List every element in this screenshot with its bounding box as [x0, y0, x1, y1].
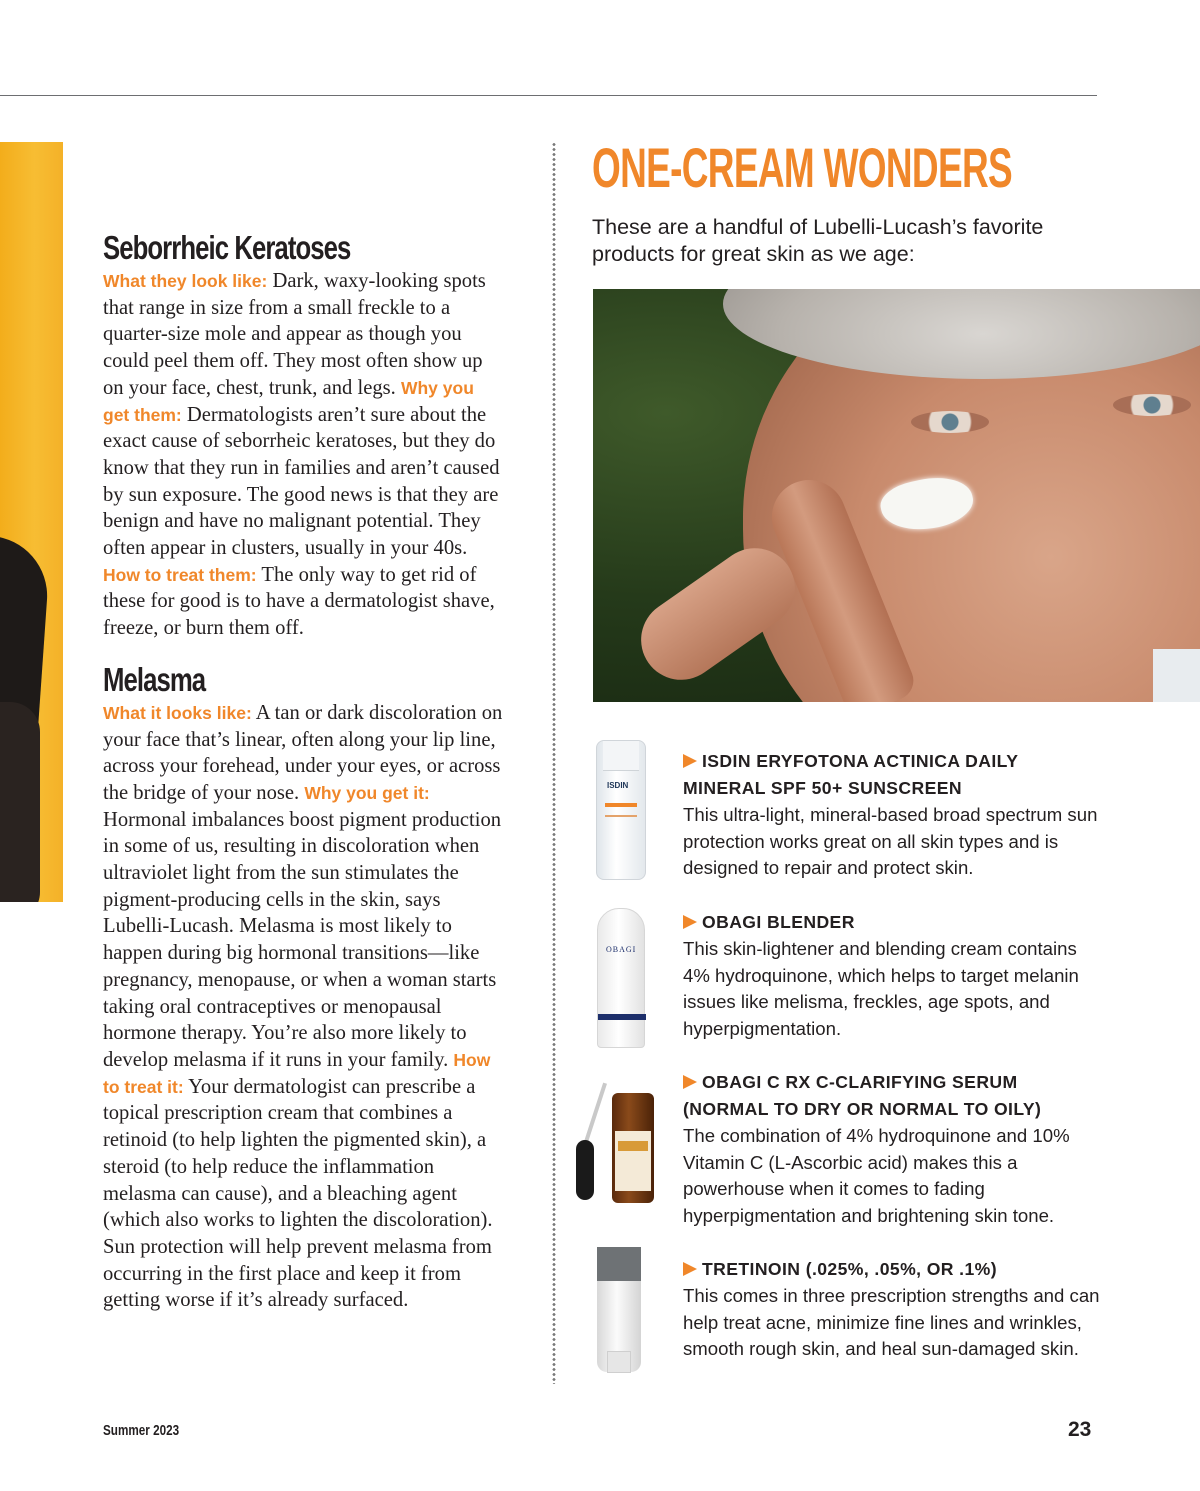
- melasma-look-label: What it looks like:: [103, 702, 252, 723]
- product-desc: This comes in three prescription strengths and can help treat acne, minimize fine lines and wrinkles, smooth rough skin, and heal sun-damaged skin.: [683, 1285, 1100, 1360]
- sk-why-label: Why you get them:: [103, 377, 474, 425]
- product-name-text: ISDIN ERYFOTONA ACTINICA DAILY MINERAL SPF 50+ SUNSCREEN: [683, 751, 1019, 798]
- product-name-text: OBAGI C RX C-CLARIFYING SERUM (NORMAL TO DRY OR NORMAL TO OILY): [683, 1072, 1042, 1119]
- dropper-bulb: [576, 1140, 594, 1200]
- seborrheic-keratoses-body: [103, 268, 503, 642]
- product-name-text: OBAGI BLENDER: [702, 912, 855, 932]
- serum-dropper-image: [574, 1080, 596, 1205]
- isdin-bottle-label: ISDIN: [607, 781, 629, 790]
- photo-eye-left: [911, 411, 989, 433]
- sk-treat-label: How to treat them:: [103, 564, 257, 585]
- obagi-blender-bottle-image: [597, 908, 645, 1048]
- melasma-treat-label: How to treat it:: [103, 1049, 491, 1097]
- orange-triangle-icon: [683, 1075, 697, 1089]
- melasma-look-text: A tan or dark discoloration on your face that’s linear, often along your lip line, across your forehead, under your eyes, or across the bridge of your nose.: [103, 701, 503, 804]
- tretinoin-tube-image: [597, 1247, 641, 1372]
- product-obagi-blender: [683, 909, 1103, 1043]
- photo-shirt: [1153, 649, 1200, 702]
- serum-bottle-label: [615, 1131, 651, 1191]
- sk-look-text: Dark, waxy-looking spots that range in size from a small freckle to a quarter-size mole and appear as though you could peel them off. They most often show up on your face, chest, trunk, and legs.: [103, 270, 486, 399]
- orange-triangle-icon: [683, 915, 697, 929]
- sk-why-text: Dermatologists aren’t sure about the exact cause of seborrheic keratoses, but they do know that they run in families and aren’t caused by sun exposure. The good news is that they are benign and have no malignant potential. They often appear in clusters, usually in your 40s.: [103, 403, 500, 560]
- product-desc: This ultra-light, mineral-based broad spectrum sun protection works great on all skin types and is designed to repair and protect skin.: [683, 804, 1098, 879]
- product-obagi-serum: [683, 1069, 1103, 1230]
- product-desc: The combination of 4% hydroquinone and 10% Vitamin C (L-Ascorbic acid) makes this a powerhouse when it comes to fading hyperpigmentation and brightening skin tone.: [683, 1125, 1070, 1227]
- isdin-bottle-band-thin: [605, 815, 637, 817]
- serum-bottle-image: [612, 1093, 654, 1203]
- left-article-column: [103, 228, 503, 1314]
- product-name: [683, 1256, 1103, 1283]
- sk-look-label: What they look like:: [103, 271, 268, 291]
- product-name: [683, 1069, 1103, 1123]
- tube-top-band: [597, 1247, 641, 1281]
- strip-dark-shape-lower: [0, 702, 40, 902]
- product-name-text: TRETINOIN (.025%, .05%, OR .1%): [702, 1259, 997, 1279]
- photo-eye-right: [1113, 394, 1191, 416]
- product-name: [683, 909, 1103, 936]
- heading-seborrheic-keratoses: Seborrheic Keratoses: [103, 229, 351, 266]
- dotted-column-divider: [549, 142, 559, 1384]
- isdin-bottle-band: [605, 803, 637, 807]
- dropper-stem: [583, 1083, 607, 1146]
- product-desc: This skin-lightener and blending cream contains 4% hydroquinone, which helps to target melanin issues like melisma, freckles, age spots, and hyperpigmentation.: [683, 938, 1079, 1040]
- product-tretinoin: [683, 1256, 1103, 1363]
- product-isdin: [683, 748, 1103, 882]
- sk-treat-text: The only way to get rid of these for good is to have a dermatologist shave, freeze, or burn them off.: [103, 563, 495, 640]
- section-intro: These are a handful of Lubelli-Lucash’s favorite products for great skin as we age:: [592, 215, 1044, 266]
- section-title: ONE-CREAM WONDERS: [592, 136, 1012, 199]
- footer-issue: Summer 2023: [103, 1422, 180, 1439]
- isdin-bottle-cap: [603, 741, 639, 771]
- melasma-treat-text: Your dermatologist can prescribe a topical prescription cream that combines a retinoid (to help lighten the pigmented skin), a steroid (to help reduce the inflammation melasma can cause), and a bleaching agent (which also works to lighten the discoloration). Sun protection will help prevent melasma from occurring in the first place and keep it from getting worse if it’s already surfaced.: [103, 1075, 493, 1312]
- top-rule: [0, 95, 1097, 96]
- left-photo-strip: [0, 142, 63, 902]
- heading-melasma: Melasma: [103, 660, 206, 698]
- obagi-bottle-stripe: [598, 1014, 646, 1020]
- product-name: [683, 748, 1103, 802]
- melasma-body: [103, 700, 503, 1314]
- woman-applying-cream-photo: [593, 289, 1200, 702]
- tube-cap: [607, 1351, 631, 1373]
- melasma-why-text: Hormonal imbalances boost pigment production in some of us, resulting in discoloration when ultraviolet light from the sun stimulates the pigment-producing cells in the skin, says Lubelli-Lucash. Melasma is most likely to happen during big hormonal transitions—like pregnancy, menopause, or when a woman starts taking oral contraceptives or menopausal hormone therapy. You’re also more likely to develop melasma if it runs in your family.: [103, 808, 502, 1071]
- page-number: 23: [1068, 1418, 1092, 1441]
- serum-label-gold-band: [618, 1141, 648, 1151]
- isdin-sunscreen-bottle-image: [596, 740, 646, 880]
- melasma-why-label: Why you get it:: [304, 782, 430, 803]
- orange-triangle-icon: [683, 1262, 697, 1276]
- obagi-bottle-label: OBAGI: [606, 945, 637, 954]
- orange-triangle-icon: [683, 754, 697, 768]
